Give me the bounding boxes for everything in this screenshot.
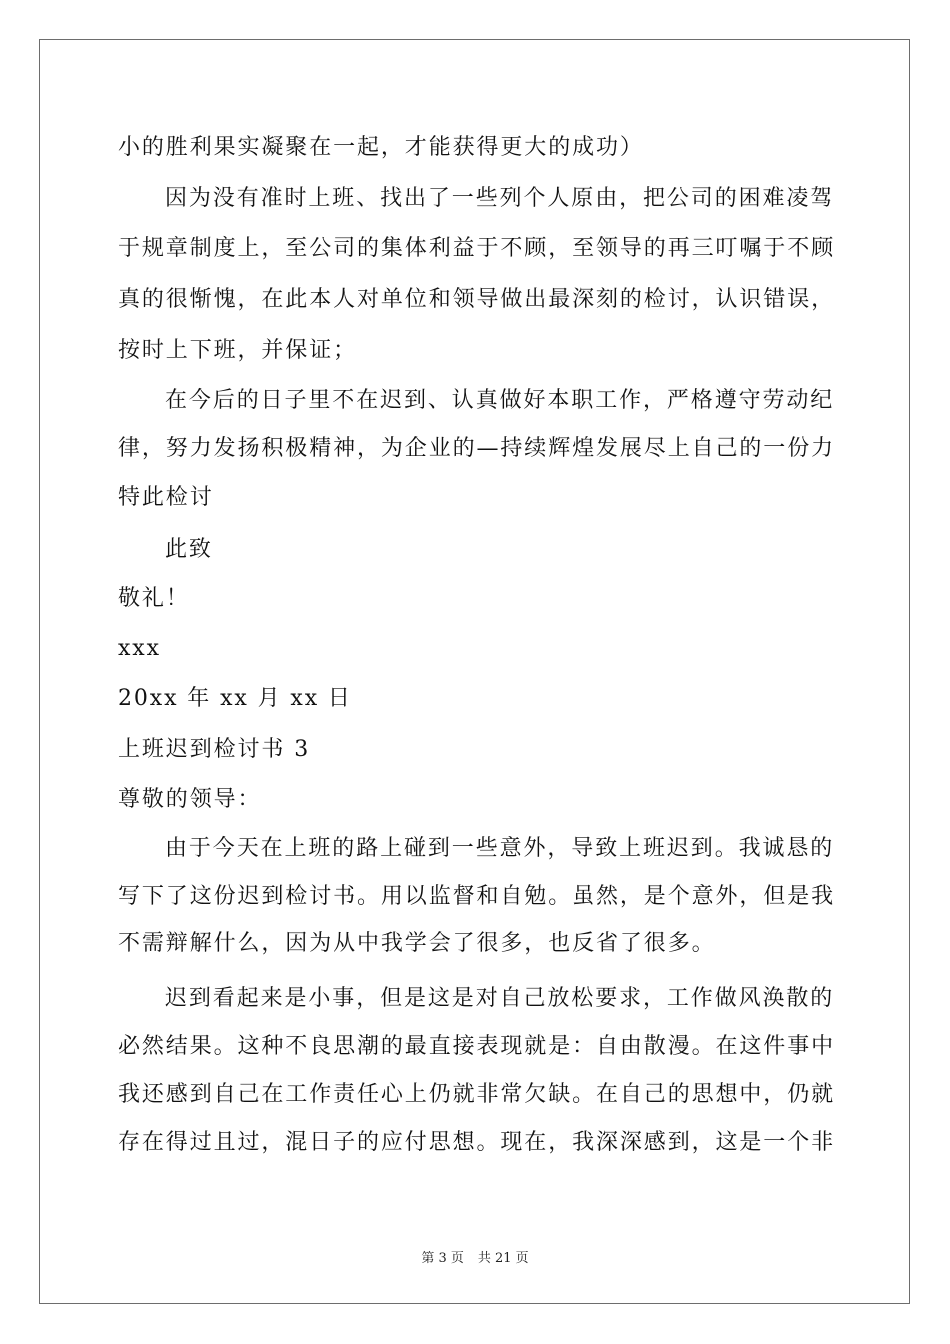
body-line-13: 必然结果。这种不良思潮的最直接表现就是：自由散漫。在这件事中: [118, 1034, 836, 1059]
body-line-10: 写下了这份迟到检讨书。用以监督和自勉。虽然，是个意外，但是我: [118, 884, 836, 909]
greeting: 尊敬的领导：: [118, 787, 262, 812]
page-number: 第 3 页: [421, 1251, 464, 1266]
body-line-1: 小的胜利果实凝聚在一起，才能获得更大的成功）: [118, 135, 644, 160]
body-line-12: 迟到看起来是小事，但是这是对自己放松要求，工作做风涣散的: [165, 986, 835, 1011]
body-line-6: 在今后的日子里不在迟到、认真做好本职工作，严格遵守劳动纪: [165, 388, 835, 413]
signature-name: xxx: [118, 636, 161, 661]
body-line-5: 按时上下班，并保证；: [118, 338, 358, 363]
page-footer: [0, 1247, 950, 1266]
body-line-14: 我还感到自己在工作责任心上仍就非常欠缺。在自己的思想中，仍就: [118, 1082, 836, 1107]
page-border: [39, 39, 910, 1304]
body-line-4: 真的很惭愧，在此本人对单位和领导做出最深刻的检讨，认识错误，: [118, 287, 836, 312]
body-line-2: 因为没有准时上班、找出了一些列个人原由，把公司的困难凌驾: [165, 186, 835, 211]
salutation-cizhi: 此致: [165, 537, 213, 562]
body-line-11: 不需辩解什么，因为从中我学会了很多，也反省了很多。: [118, 931, 716, 956]
body-line-15: 存在得过且过，混日子的应付思想。现在，我深深感到，这是一个非: [118, 1130, 836, 1155]
body-line-8: 特此检讨: [118, 485, 214, 510]
salutation-jingli: 敬礼！: [118, 586, 190, 611]
body-line-9: 由于今天在上班的路上碰到一些意外，导致上班迟到。我诚恳的: [165, 836, 835, 861]
signature-date: 20xx 年 xx 月 xx 日: [118, 686, 352, 711]
page-total: 共 21 页: [477, 1251, 529, 1266]
body-line-3: 于规章制度上，至公司的集体利益于不顾，至领导的再三叮嘱于不顾: [118, 236, 836, 261]
body-line-7: 律，努力发扬积极精神，为企业的—持续辉煌发展尽上自己的一份力: [118, 436, 836, 461]
section-title: 上班迟到检讨书 3: [118, 737, 311, 762]
